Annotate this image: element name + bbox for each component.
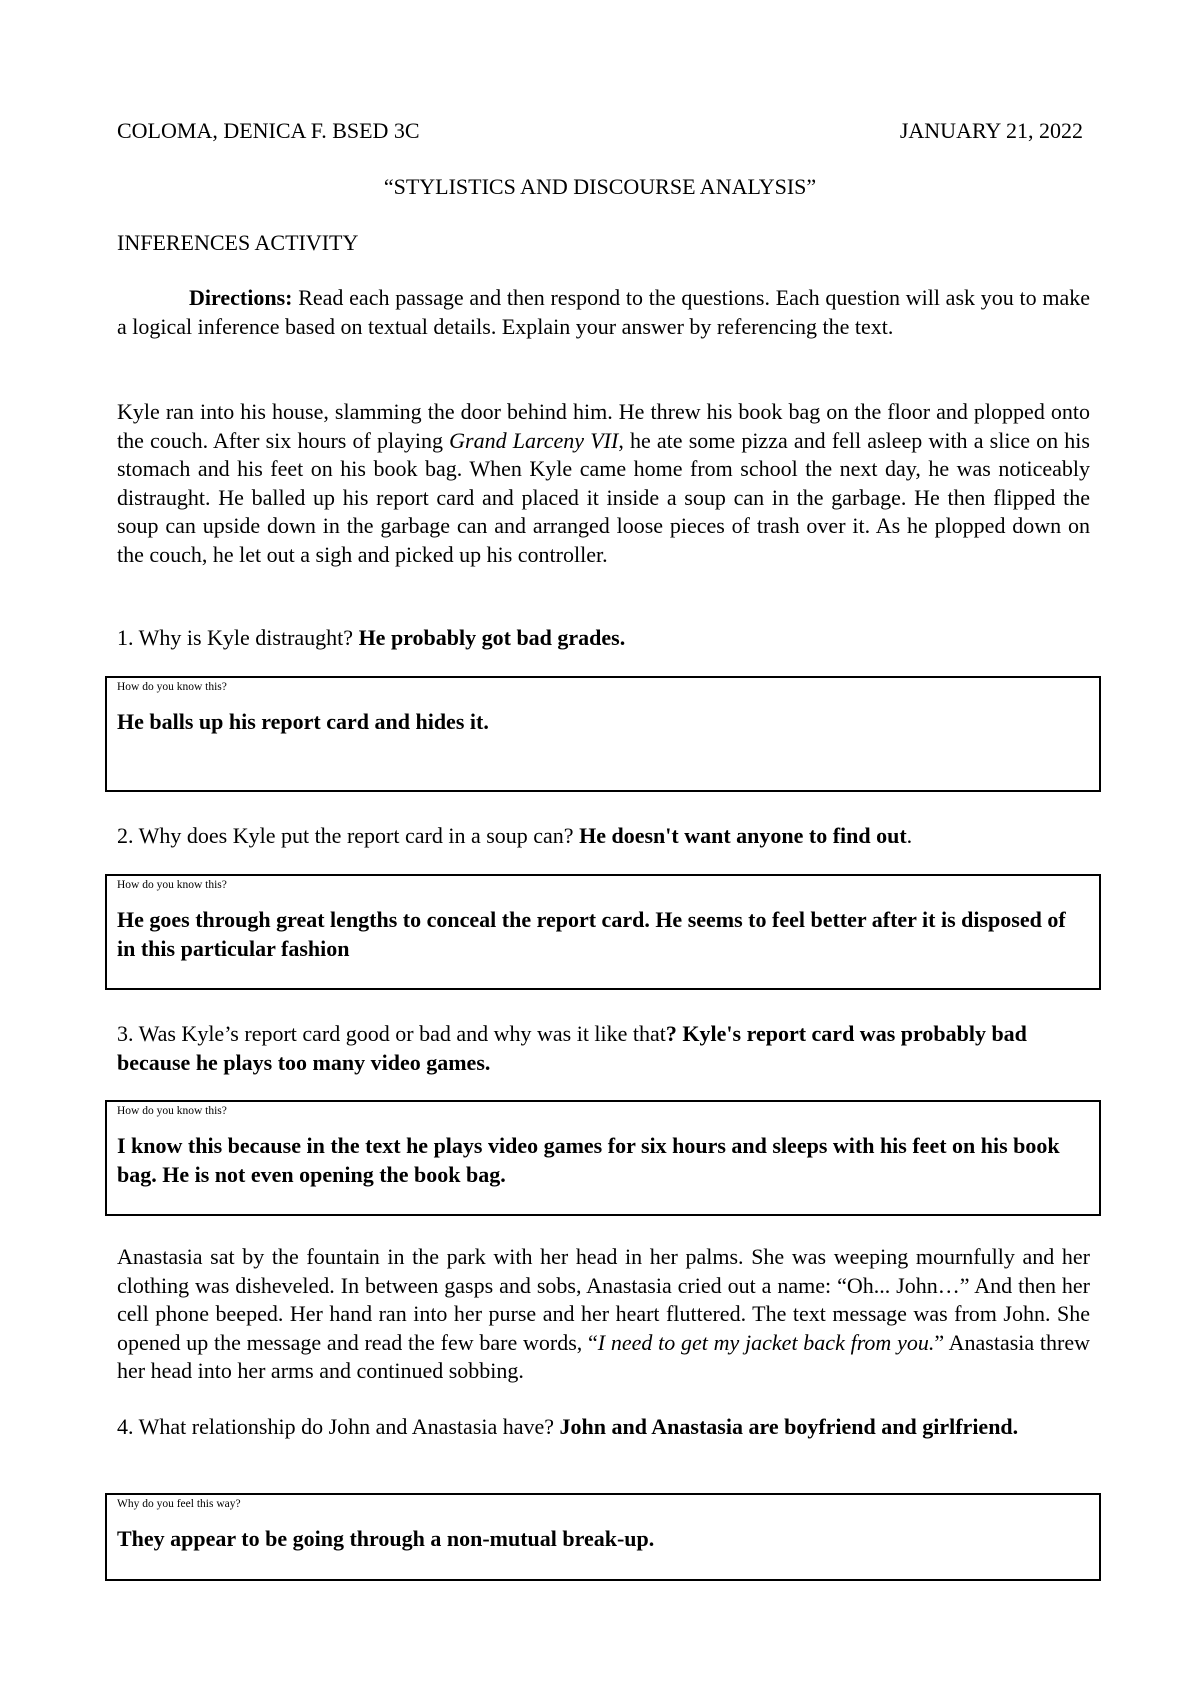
answer-box-4-label: Why do you feel this way?	[117, 1498, 241, 1510]
answer-box-2	[105, 874, 1101, 990]
passage-kyle	[117, 398, 1090, 569]
answer-box-3-label: How do you know this?	[117, 1105, 227, 1117]
text-message-quote: I need to get my jacket back from you.	[597, 1329, 935, 1355]
question-1-prompt: 1. Why is Kyle distraught?	[117, 625, 359, 650]
passage-anastasia-part1: Anastasia sat by the fountain in the park with her head in her palms. She was weeping mournfully and her clothing was disheveled. In between gasps and sobs, Anastasia cried out a name: “Oh... John…” And then her cell phone beeped. Her hand ran into her purse and her heart fluttered. The text message was from John. She opened up the message and read the few bare words, “	[117, 1244, 1090, 1355]
answer-box-3	[105, 1100, 1101, 1216]
answer-box-4	[105, 1493, 1101, 1581]
passage-anastasia	[117, 1243, 1090, 1386]
document-date: JANUARY 21, 2022	[899, 118, 1083, 143]
passage-kyle-part2: , he ate some pizza and fell asleep with a slice on his stomach and his feet on his book bag. When Kyle came home from school the next day, he was noticeably distraught. He balled up his report card and placed it inside a soup can in the garbage. He then flipped the soup can upside down in the garbage can and arranged loose pieces of trash over it. As he plopped down on the couch, he let out a sigh and picked up his controller.	[117, 427, 1090, 567]
document-title: “STYLISTICS AND DISCOURSE ANALYSIS”	[383, 174, 817, 199]
question-2-prompt: 2. Why does Kyle put the report card in a soup can?	[117, 823, 580, 848]
answer-box-3-text: I know this because in the text he plays video games for six hours and sleeps with his feet on his book bag. He is not even opening the book bag.	[117, 1133, 1060, 1187]
passage-kyle-part1: Kyle ran into his house, slamming the door behind him. He threw his book bag on the floor and plopped onto the couch. After six hours of playing	[117, 399, 1090, 453]
directions-label: Directions:	[189, 285, 293, 310]
answer-box-1-text: He balls up his report card and hides it.	[117, 709, 489, 734]
answer-box-2-label: How do you know this?	[117, 879, 227, 891]
question-3-response: ? Kyle's report card was probably bad because he plays too many video games.	[117, 1021, 1027, 1075]
student-name: COLOMA, DENICA F. BSED 3C	[117, 118, 420, 143]
question-1	[117, 624, 1090, 653]
activity-title: INFERENCES ACTIVITY	[117, 230, 359, 255]
directions-paragraph	[117, 284, 1090, 341]
question-3	[117, 1020, 1090, 1077]
header-row	[117, 118, 1083, 144]
question-3-prompt: 3. Was Kyle’s report card good or bad and why was it like that	[117, 1021, 666, 1046]
question-4-response: John and Anastasia are boyfriend and girlfriend.	[559, 1414, 1019, 1439]
question-4-prompt: 4. What relationship do John and Anastasia have?	[117, 1414, 560, 1439]
question-4	[117, 1413, 1090, 1442]
answer-box-2-text: He goes through great lengths to conceal the report card. He seems to feel better after it is disposed of in this particular fashion	[117, 907, 1066, 961]
question-2	[117, 822, 1090, 851]
answer-box-1	[105, 676, 1101, 792]
directions-text: Read each passage and then respond to the questions. Each question will ask you to make a logical inference based on textual details. Explain your answer by referencing the text.	[117, 285, 1090, 339]
game-title: Grand Larceny VII	[449, 427, 619, 453]
passage-anastasia-part2: ” Anastasia threw her head into her arms and continued sobbing.	[117, 1329, 1091, 1383]
question-1-response: He probably got bad grades.	[358, 625, 626, 650]
answer-box-4-text: They appear to be going through a non-mutual break-up.	[117, 1526, 655, 1551]
answer-box-1-label: How do you know this?	[117, 681, 227, 693]
question-2-trailing: .	[906, 823, 913, 848]
question-2-response: He doesn't want anyone to find out	[579, 823, 907, 848]
